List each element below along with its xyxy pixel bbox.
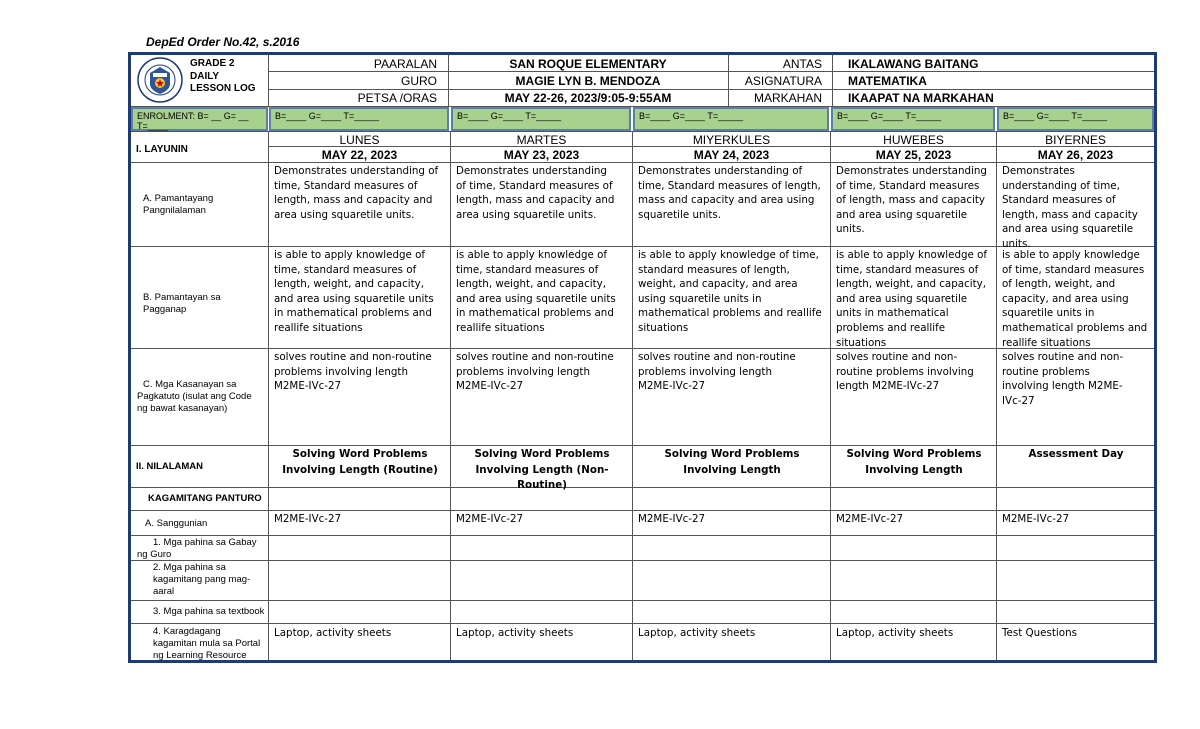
gabay-label: 1. Mga pahina sa Gabay ng Guro	[137, 537, 257, 560]
pamantayang-cell-3: Demonstrates understanding of time, Standard measures of length, mass and capacity and area using squaretile units.	[638, 165, 821, 221]
karagdagang-cell-3: Laptop, activity sheets	[638, 627, 756, 639]
nilalaman-label: II. NILALAMAN	[136, 461, 204, 472]
sanggunian-cell-1: M2ME-IVc-27	[274, 513, 342, 525]
markahan-label: MARKAHAN	[753, 91, 822, 105]
kagamitan-label: KAGAMITANG PANTURO	[148, 493, 262, 504]
day-name-3: MIYERKULES	[692, 133, 771, 147]
pagganap-cell-3: is able to apply knowledge of time, standard measures of length, weight, and capacity, and area using squaretile units in mathematical problems and reallife situations	[638, 249, 822, 334]
nilalaman-cell-4: Solving Word Problems Involving Length	[846, 448, 982, 476]
kagamitang-label: 2. Mga pahina sa kagamitang pang mag-aaral	[153, 562, 251, 597]
day-name-1: LUNES	[339, 133, 380, 147]
enrolment-label: ENROLMENT: B= __ G= __ T=____	[131, 107, 268, 131]
nilalaman-cell-3: Solving Word Problems Involving Length	[664, 448, 800, 476]
day-date-1: MAY 22, 2023	[321, 148, 398, 162]
antas-value: IKALAWANG BAITANG	[848, 57, 979, 71]
asignatura-label: ASIGNATURA	[744, 74, 822, 88]
kasanayan-cell-2: solves routine and non-routine problems involving length M2ME-IVc-27	[456, 351, 614, 393]
enrolment-day-1: B=____ G=____ T=_____	[269, 107, 449, 131]
enrolment-day-3: B=____ G=____ T=_____	[633, 107, 829, 131]
antas-label: ANTAS	[782, 57, 822, 71]
pamantayang-cell-4: Demonstrates understanding of time, Standard measures of length, mass and capacity and area using squaretile units.	[836, 165, 987, 236]
day-date-5: MAY 26, 2023	[1037, 148, 1114, 162]
kasanayan-label: C. Mga Kasanayan sa Pagkatuto (isulat ang Code ng bawat kasanayan)	[137, 379, 252, 414]
paaralan-label: PAARALAN	[373, 57, 437, 71]
enrolment-day-2: B=____ G=____ T=_____	[451, 107, 631, 131]
nilalaman-cell-5: Assessment Day	[1028, 448, 1124, 460]
sanggunian-cell-2: M2ME-IVc-27	[456, 513, 524, 525]
grade-title	[190, 58, 265, 96]
karagdagang-cell-1: Laptop, activity sheets	[274, 627, 392, 639]
day-date-4: MAY 25, 2023	[875, 148, 952, 162]
pagganap-cell-4: is able to apply knowledge of time, standard measures of length, weight, and capacity, and area using squaretile units in mathematical problems and reallife situations	[836, 249, 988, 349]
deped-order: DepEd Order No.42, s.2016	[146, 35, 300, 49]
markahan-value: IKAAPAT NA MARKAHAN	[848, 91, 994, 105]
grade-title-line-3: LESSON LOG	[190, 83, 256, 94]
kasanayan-cell-5: solves routine and non-routine problems involving length M2ME-IVc-27	[1002, 351, 1124, 407]
pagganap-cell-2: is able to apply knowledge of time, standard measures of length, weight, and capacity, and area using squaretile units in mathematical problems and reallife situations	[456, 249, 616, 334]
sanggunian-label: A. Sanggunian	[145, 518, 208, 529]
day-name-5: BIYERNES	[1045, 133, 1106, 147]
sanggunian-cell-3: M2ME-IVc-27	[638, 513, 706, 525]
pamantayang-label: A. Pamantayang Pangnilalaman	[143, 193, 214, 216]
kasanayan-cell-1: solves routine and non-routine problems involving length M2ME-IVc-27	[274, 351, 432, 393]
paaralan-value: SAN ROQUE ELEMENTARY	[509, 57, 667, 71]
pamantayang-cell-2: Demonstrates understanding of time, Standard measures of length, mass and capacity and area using squaretile units.	[456, 165, 615, 221]
kasanayan-cell-4: solves routine and non-routine problems involving length M2ME-IVc-27	[836, 351, 974, 393]
pagganap-cell-5: is able to apply knowledge of time, standard measures of length, weight, and capacity, and area using squaretile units in mathematical problems and reallife situations	[1002, 249, 1148, 349]
pagganap-cell-1: is able to apply knowledge of time, standard measures of length, weight, and capacity, and area using squaretile units in mathematical problems and reallife situations	[274, 249, 434, 334]
karagdagang-cell-4: Laptop, activity sheets	[836, 627, 954, 639]
guro-label: GURO	[401, 74, 437, 88]
day-date-2: MAY 23, 2023	[503, 148, 580, 162]
enrolment-day-4: B=____ G=____ T=_____	[831, 107, 995, 131]
grade-title-line-2: DAILY	[190, 70, 220, 82]
nilalaman-cell-1: Solving Word Problems Involving Length (Routine)	[282, 448, 438, 476]
petsa-value: MAY 22-26, 2023/9:05-9:55AM	[504, 91, 672, 105]
day-name-4: HUWEBES	[883, 133, 944, 147]
karagdagang-label: 4. Karagdagang kagamitan mula sa Portal ng Learning Resource	[153, 626, 261, 661]
enrolment-day-5: B=____ G=____ T=_____	[997, 107, 1154, 131]
karagdagang-cell-2: Laptop, activity sheets	[456, 627, 574, 639]
pagganap-label: B. Pamantayan sa Pagganap	[143, 292, 221, 315]
karagdagang-cell-5: Test Questions	[1002, 627, 1077, 639]
deped-seal	[137, 57, 183, 103]
layunin-label: I. LAYUNIN	[136, 144, 188, 155]
petsa-label: PETSA /ORAS	[357, 91, 437, 105]
textbook-label: 3. Mga pahina sa textbook	[153, 606, 265, 617]
sanggunian-cell-5: M2ME-IVc-27	[1002, 513, 1070, 525]
asignatura-value: MATEMATIKA	[848, 74, 927, 88]
deped-seal-icon	[137, 57, 183, 103]
grade-title-line-1: GRADE 2	[190, 58, 235, 69]
sanggunian-cell-4: M2ME-IVc-27	[836, 513, 904, 525]
pamantayang-cell-5: Demonstrates understanding of time, Standard measures of length, mass and capacity and area using squaretile units.	[1002, 165, 1138, 250]
day-date-3: MAY 24, 2023	[693, 148, 770, 162]
guro-value: MAGIE LYN B. MENDOZA	[515, 74, 661, 88]
kasanayan-cell-3: solves routine and non-routine problems involving length M2ME-IVc-27	[638, 351, 796, 393]
nilalaman-cell-2: Solving Word Problems Involving Length (Non-Routine)	[474, 448, 610, 491]
pamantayang-cell-1: Demonstrates understanding of time, Standard measures of length, mass and capacity and area using squaretile units.	[274, 165, 439, 221]
day-name-2: MARTES	[516, 133, 567, 147]
